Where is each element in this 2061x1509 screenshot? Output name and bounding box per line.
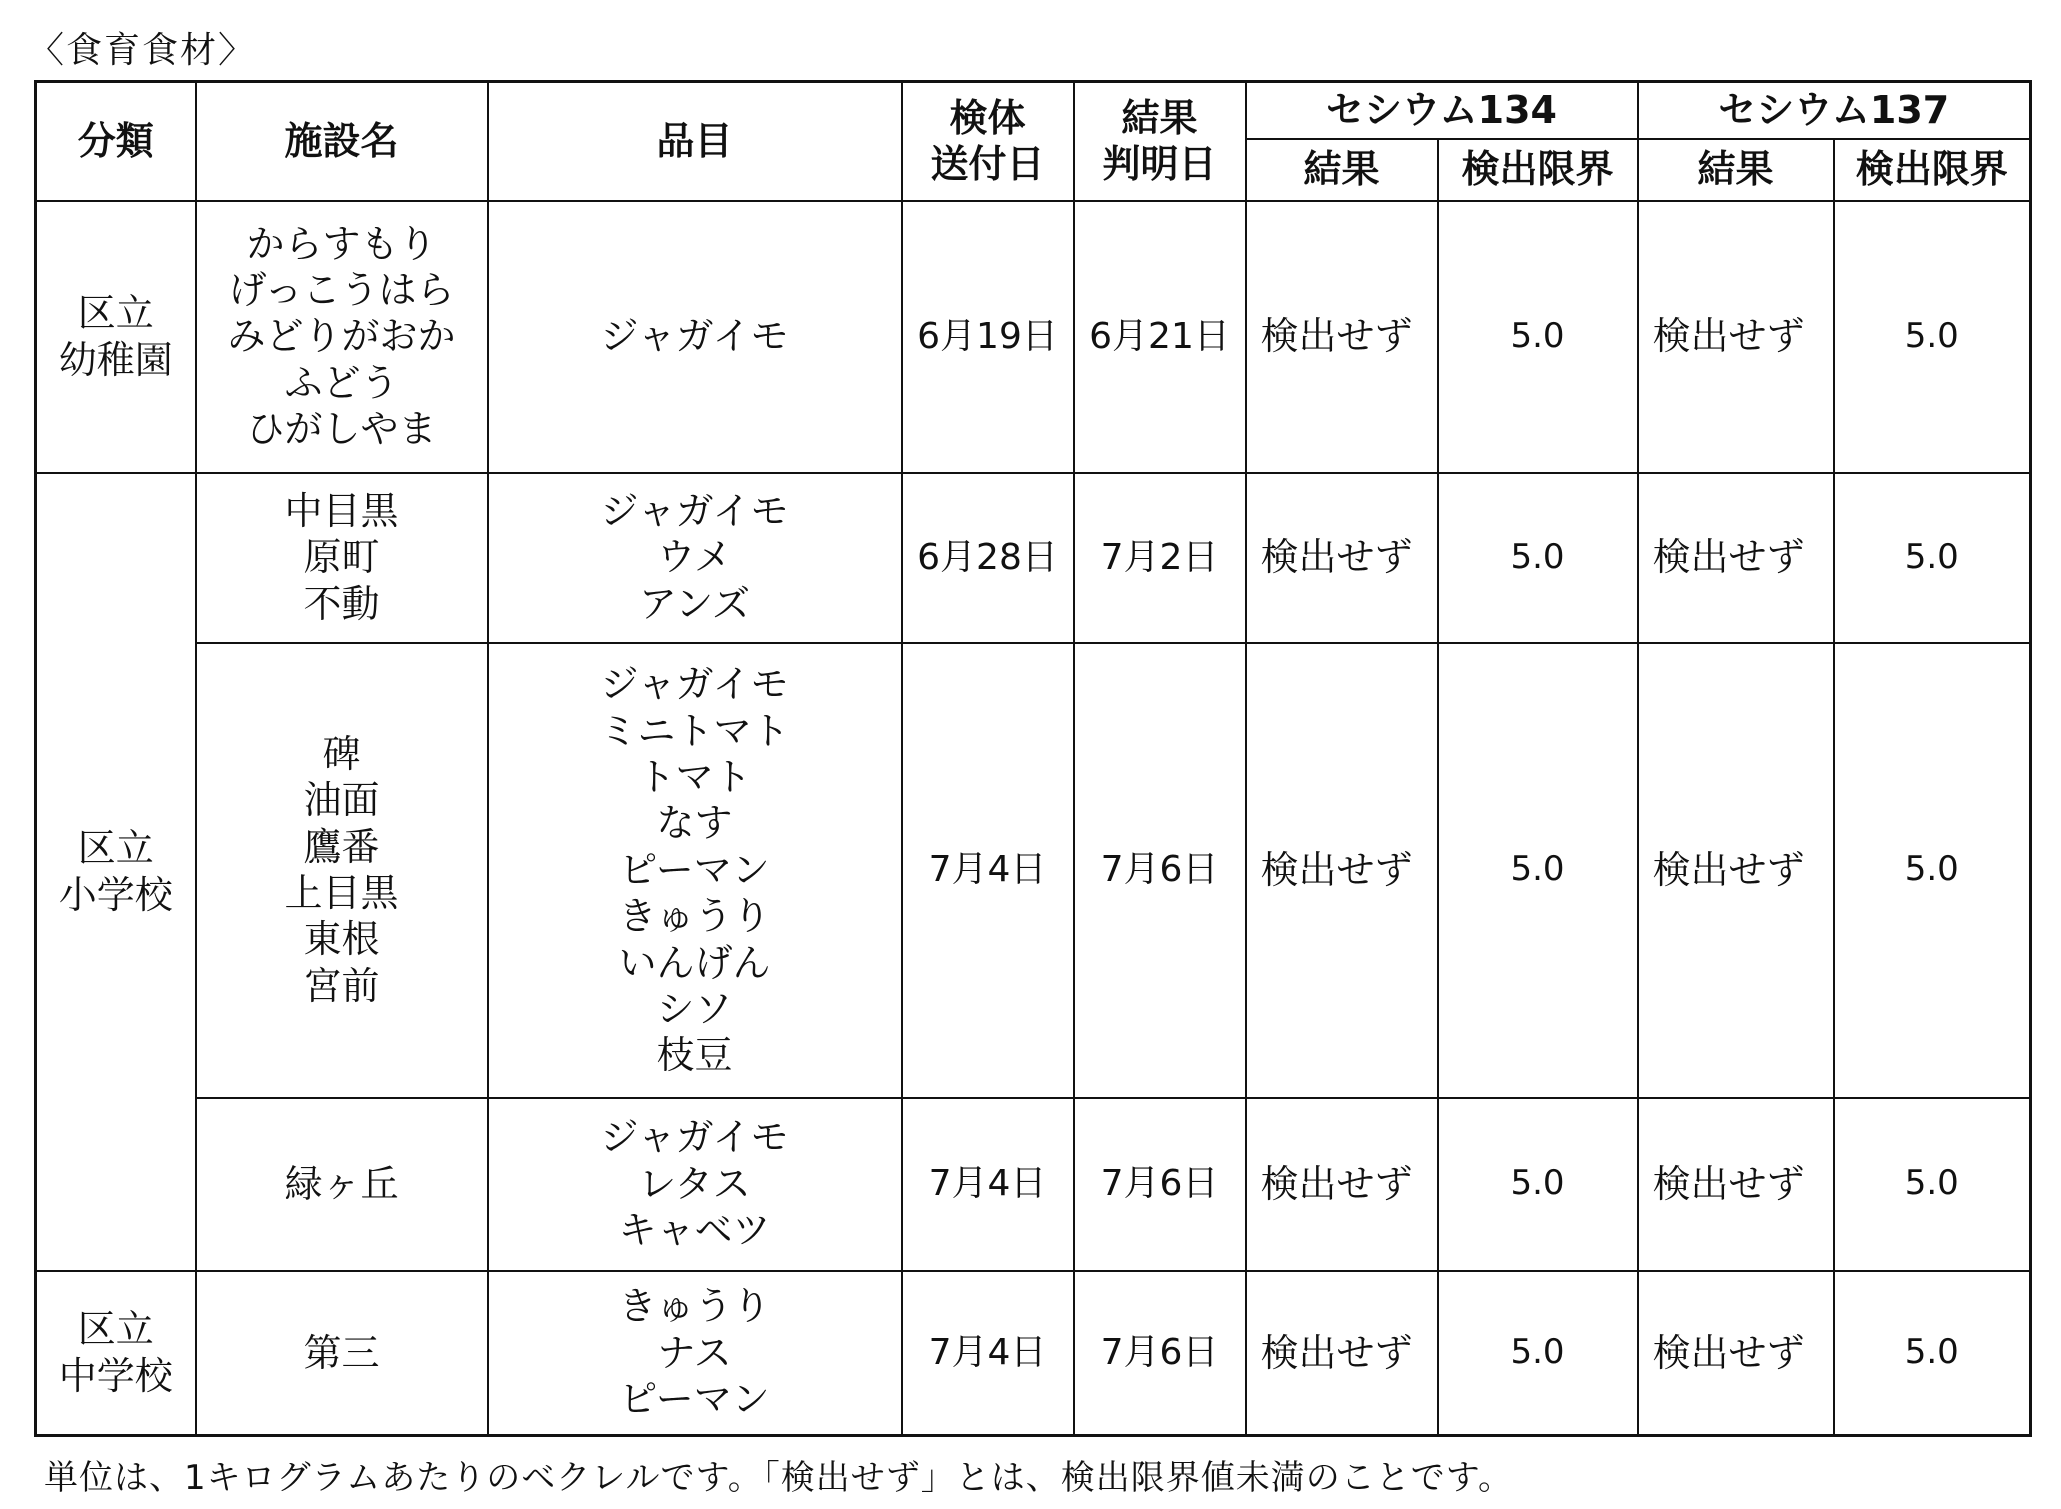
cs137-limit-cell: 5.0 xyxy=(1834,643,2031,1098)
item-name: きゅうり xyxy=(618,1284,771,1329)
table-caption: 〈食育食材〉 xyxy=(28,30,257,71)
sent-date-cell: 7月4日 xyxy=(902,1271,1074,1436)
header-sent-date xyxy=(902,82,1074,201)
facility-name: 不動 xyxy=(303,581,380,626)
sent-date-cell: 7月4日 xyxy=(902,1098,1074,1271)
sent-date-cell: 6月28日 xyxy=(902,473,1074,643)
sent-date-cell: 7月4日 xyxy=(902,643,1074,1098)
header-result-date xyxy=(1074,82,1246,201)
cs134-limit-cell: 5.0 xyxy=(1438,201,1638,473)
cs137-result-cell: 検出せず xyxy=(1638,1098,1834,1271)
header-sent-line1: 検体 xyxy=(949,95,1026,140)
item-cell xyxy=(488,1271,902,1436)
result-date-cell: 7月2日 xyxy=(1074,473,1246,643)
facility-name: 第三 xyxy=(303,1330,380,1375)
item-name: 枝豆 xyxy=(656,1033,733,1078)
item-name: レタス xyxy=(638,1161,751,1206)
result-date-cell: 7月6日 xyxy=(1074,1098,1246,1271)
item-name: いんげん xyxy=(618,940,771,985)
item-name: ピーマン xyxy=(619,847,770,892)
facility-name: からすもり xyxy=(246,221,437,266)
facility-name: 碑 xyxy=(322,731,361,776)
item-name: ナス xyxy=(657,1330,732,1375)
facility-name: 中目黒 xyxy=(284,488,399,533)
facility-cell xyxy=(196,201,488,473)
category-cell xyxy=(36,473,196,1271)
item-name: トマト xyxy=(637,755,752,800)
category-cell xyxy=(36,1271,196,1436)
category-line: 区立 xyxy=(77,826,154,871)
result-date-cell: 7月6日 xyxy=(1074,1271,1246,1436)
cs134-result-cell: 検出せず xyxy=(1246,1098,1438,1271)
header-cs137-result: 結果 xyxy=(1638,139,1834,201)
facility-name: 油面 xyxy=(303,778,380,823)
facility-name: 原町 xyxy=(303,535,380,580)
category-line: 小学校 xyxy=(58,872,173,917)
header-cs137-limit: 検出限界 xyxy=(1834,139,2031,201)
item-name: ジャガイモ xyxy=(600,488,789,533)
category-line: 区立 xyxy=(77,291,154,336)
cs137-limit-cell: 5.0 xyxy=(1834,1271,2031,1436)
cs134-result-cell: 検出せず xyxy=(1246,473,1438,643)
table-row xyxy=(36,1098,2031,1271)
facility-cell xyxy=(196,473,488,643)
cs137-limit-cell: 5.0 xyxy=(1834,201,2031,473)
item-name: ウメ xyxy=(657,535,732,580)
cs137-result-cell: 検出せず xyxy=(1638,473,1834,643)
facility-name: みどりがおか xyxy=(227,314,456,359)
facility-name: ひがしやま xyxy=(246,407,437,452)
cs134-result-cell: 検出せず xyxy=(1246,1271,1438,1436)
item-name: ジャガイモ xyxy=(600,1115,789,1160)
item-name: シソ xyxy=(656,986,733,1031)
item-cell xyxy=(488,643,902,1098)
cs137-result-cell: 検出せず xyxy=(1638,1271,1834,1436)
item-cell xyxy=(488,473,902,643)
facility-name: 上目黒 xyxy=(284,871,399,915)
facility-name: 緑ヶ丘 xyxy=(284,1161,399,1206)
unit-footnote: 単位は、1キログラムあたりのベクレルです。「検出せず」とは、検出限界値未満のことです。 xyxy=(44,1458,1513,1498)
category-cell xyxy=(36,201,196,473)
facility-name: 東根 xyxy=(303,917,380,962)
header-cs134: セシウム134 xyxy=(1246,82,1638,139)
table-row xyxy=(36,1271,2031,1436)
item-cell xyxy=(488,1098,902,1271)
header-cs134-limit: 検出限界 xyxy=(1438,139,1638,201)
item-name: ミニトマト xyxy=(599,708,790,753)
table-row xyxy=(36,643,2031,1098)
table-row xyxy=(36,201,2031,473)
cs134-limit-cell: 5.0 xyxy=(1438,643,1638,1098)
header-result-line2: 判明日 xyxy=(1102,142,1217,187)
category-line: 幼稚園 xyxy=(58,337,173,382)
facility-name: 宮前 xyxy=(303,963,380,1008)
cs137-result-cell: 検出せず xyxy=(1638,643,1834,1098)
header-sent-line2: 送付日 xyxy=(930,142,1045,187)
facility-name: ふどう xyxy=(284,360,399,405)
item-name: なす xyxy=(656,801,733,846)
item-name: キャベツ xyxy=(618,1208,771,1253)
cs134-limit-cell: 5.0 xyxy=(1438,473,1638,643)
sent-date-cell: 6月19日 xyxy=(902,201,1074,473)
header-facility: 施設名 xyxy=(196,82,488,201)
table-row xyxy=(36,473,2031,643)
facility-name: げっこうはら xyxy=(228,267,455,312)
header-cs137: セシウム137 xyxy=(1638,82,2031,139)
category-line: 中学校 xyxy=(58,1353,173,1398)
item-name: アンズ xyxy=(638,581,751,626)
category-line: 区立 xyxy=(77,1307,154,1352)
facility-cell xyxy=(196,1271,488,1436)
cs137-result-cell: 検出せず xyxy=(1638,201,1834,473)
header-item: 品目 xyxy=(488,82,902,201)
facility-cell xyxy=(196,643,488,1098)
result-date-cell: 6月21日 xyxy=(1074,201,1246,473)
result-date-cell: 7月6日 xyxy=(1074,643,1246,1098)
header-category: 分類 xyxy=(36,82,196,201)
radiation-test-table xyxy=(34,80,2032,1437)
cs134-result-cell: 検出せず xyxy=(1246,201,1438,473)
facility-name: 鷹番 xyxy=(303,824,380,869)
item-cell xyxy=(488,201,902,473)
header-result-line1: 結果 xyxy=(1121,95,1198,140)
header-cs134-result: 結果 xyxy=(1246,139,1438,201)
item-name: ジャガイモ xyxy=(600,314,789,359)
item-name: きゅうり xyxy=(618,894,771,939)
cs134-result-cell: 検出せず xyxy=(1246,643,1438,1098)
item-name: ジャガイモ xyxy=(600,662,789,707)
cs134-limit-cell: 5.0 xyxy=(1438,1271,1638,1436)
facility-cell xyxy=(196,1098,488,1271)
cs134-limit-cell: 5.0 xyxy=(1438,1098,1638,1271)
cs137-limit-cell: 5.0 xyxy=(1834,1098,2031,1271)
item-name: ピーマン xyxy=(619,1376,770,1421)
cs137-limit-cell: 5.0 xyxy=(1834,473,2031,643)
